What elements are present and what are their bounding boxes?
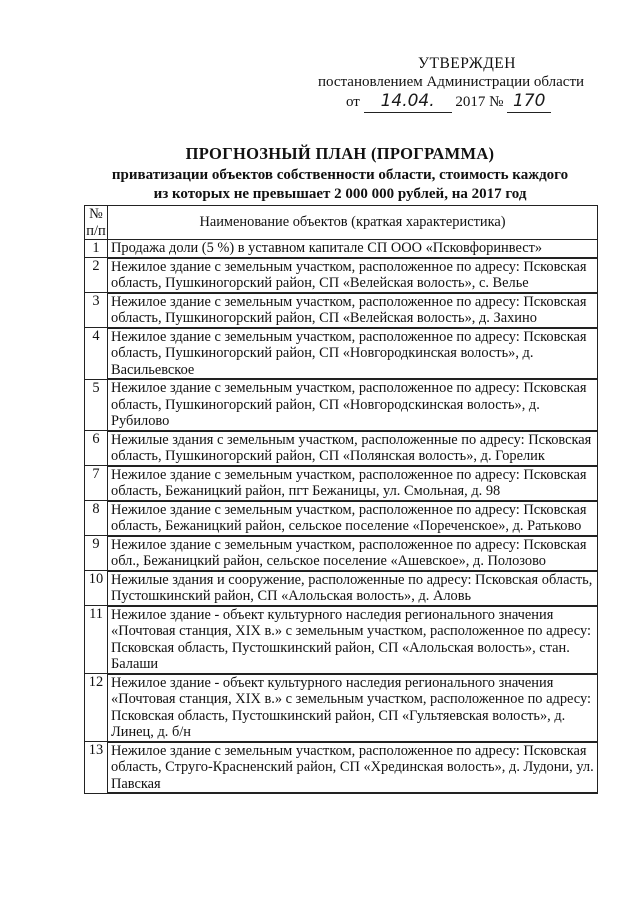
table-row: [85, 674, 598, 742]
table-row: [85, 571, 598, 606]
table-header-row: [85, 206, 598, 240]
row-object-description: Нежилое здание с земельным участком, расположенное по адресу: Псковская область, Бежаницкий район, сельское поселение «Пореченское», д. Ратьково: [108, 501, 598, 536]
row-number: 8: [85, 501, 108, 536]
row-object-description: Нежилое здание с земельным участком, расположенное по адресу: Псковская область, Струго-Красненский район, СП «Хрединская волость», д. Лудони, ул. Павская: [108, 742, 598, 794]
table-row: [85, 431, 598, 466]
row-number: 10: [85, 571, 108, 606]
table-row: [85, 328, 598, 380]
privatization-table: [84, 205, 598, 794]
row-object-description: Нежилое здание с земельным участком, расположенное по адресу: Псковская область, Пушкиногорский район, СП «Новгородкинская волость», д. Васильевское: [108, 328, 598, 380]
row-object-description: Нежилое здание - объект культурного наследия регионального значения «Почтовая станция, XIX в.» с земельным участком, расположенное по адресу: Псковская область, Пустошкинский район, СП «Алольская волость», стан. Балаши: [108, 606, 598, 674]
table-row: [85, 240, 598, 258]
row-number: 1: [85, 240, 108, 258]
row-number: 4: [85, 328, 108, 380]
approval-date-handwritten: 14.04.: [380, 91, 435, 111]
row-object-description: Нежилое здание с земельным участком, расположенное по адресу: Псковская обл., Бежаницкий район, сельское поселение «Ашевское», д. Полозово: [108, 536, 598, 571]
header-name-cell: Наименование объектов (краткая характеристика): [108, 206, 598, 240]
approval-from-label: от: [346, 94, 360, 110]
table-row: [85, 536, 598, 571]
approval-number-field: [507, 92, 551, 113]
row-number: 6: [85, 431, 108, 466]
row-number: 7: [85, 466, 108, 501]
approval-block: [318, 54, 588, 113]
approval-resolution-line: постановлением Администрации области: [318, 74, 585, 90]
row-object-description: Нежилое здание с земельным участком, расположенное по адресу: Псковская область, Пушкиногорский район, СП «Велейская волость», д. Захино: [108, 293, 598, 328]
row-number: 13: [85, 742, 108, 794]
row-object-description: Нежилые здания и сооружение, расположенные по адресу: Псковская область, Пустошкинский район, СП «Алольская волость», д. Аловь: [108, 571, 598, 606]
row-number: 5: [85, 379, 108, 431]
row-object-description: Нежилое здание - объект культурного наследия регионального значения «Почтовая станция, XIX в.» с земельным участком, расположенное по адресу: Псковская область, Пустошкинский район, СП «Гультяевская волость», д. Линец, д. б/н: [108, 674, 598, 742]
document-subtitle-line-1: приватизации объектов собственности области, стоимость каждого: [111, 167, 569, 183]
row-number: 2: [85, 258, 108, 293]
row-object-description: Продажа доли (5 %) в уставном капитале СП ООО «Псковфоринвест»: [108, 240, 598, 258]
row-number: 12: [85, 674, 108, 742]
approval-year-label: 2017 №: [455, 94, 504, 110]
row-object-description: Нежилые здания с земельным участком, расположенные по адресу: Псковская область, Пушкиногорский район, СП «Полянская волость», д. Горелик: [108, 431, 598, 466]
approval-date-line: [318, 92, 588, 113]
table-row: [85, 379, 598, 431]
table-row: [85, 466, 598, 501]
table-row: [85, 742, 598, 794]
row-object-description: Нежилое здание с земельным участком, расположенное по адресу: Псковская область, Пушкиногорский район, СП «Новгородскинская волость», д. Рубилово: [108, 379, 598, 431]
approval-date-field: [364, 92, 452, 113]
header-number-cell: № п/п: [86, 206, 106, 239]
row-object-description: Нежилое здание с земельным участком, расположенное по адресу: Псковская область, Пушкиногорский район, СП «Велейская волость», с. Велье: [108, 258, 598, 293]
document-subtitle-line-2: из которых не превышает 2 000 000 рублей, на 2017 год: [153, 186, 527, 202]
table-body: [85, 240, 598, 794]
table-row: [85, 258, 598, 293]
document-heading: [80, 144, 600, 204]
approval-title: УТВЕРЖДЕН: [418, 55, 516, 72]
table-row: [85, 501, 598, 536]
document-title: ПРОГНОЗНЫЙ ПЛАН (ПРОГРАММА): [185, 144, 495, 163]
row-number: 11: [85, 606, 108, 674]
table-row: [85, 606, 598, 674]
approval-number-handwritten: 170: [512, 91, 546, 111]
row-object-description: Нежилое здание с земельным участком, расположенное по адресу: Псковская область, Бежаницкий район, пгт Бежаницы, ул. Смольная, д. 98: [108, 466, 598, 501]
row-number: 9: [85, 536, 108, 571]
row-number: 3: [85, 293, 108, 328]
table-row: [85, 293, 598, 328]
